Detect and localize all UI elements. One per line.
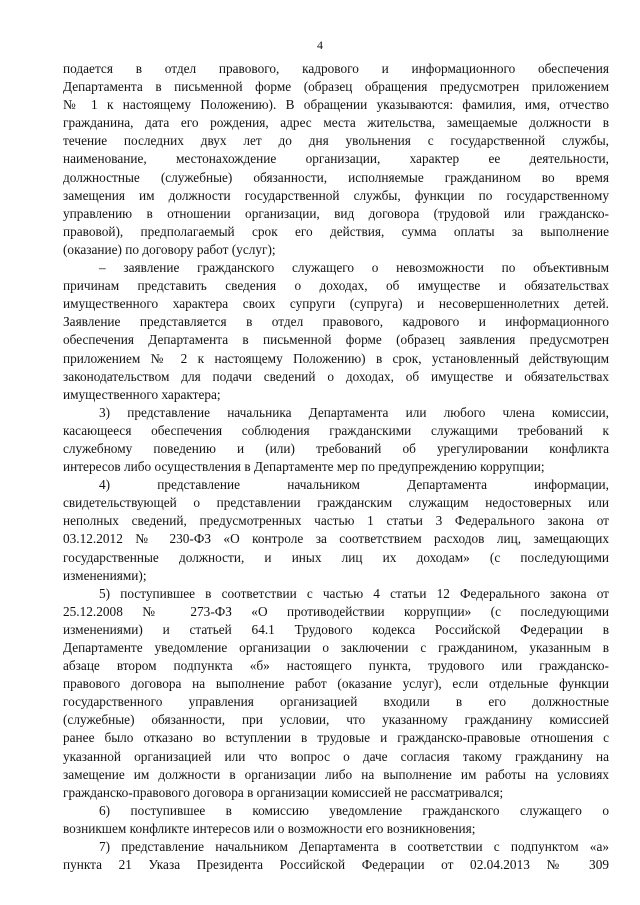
text-line: законодательством для подачи сведений о доходах, об имуществе и обязательствах bbox=[63, 368, 609, 384]
text-line: гражданско-правового договора в организации комиссией не рассматривался; bbox=[63, 784, 504, 800]
text-line: правового договора на выполнение работ (оказание услуг), если отдельные функции bbox=[63, 676, 609, 692]
text-line: государственные должности, и иных лиц их доходам» (с последующими bbox=[63, 549, 609, 565]
text-line: ранее было отказано во вступлении в трудовые и гражданско-правовые отношения с bbox=[63, 730, 609, 746]
text-line: замещение им должности в организации либо на выполнение им работы на условиях bbox=[63, 766, 609, 782]
text-line: 4) представление начальником Департамента информации, bbox=[99, 477, 609, 493]
text-line: пункта 21 Указа Президента Российской Федерации от 02.04.2013 № 309 bbox=[63, 857, 609, 873]
text-line: свидетельствующей о представлении гражданским служащим недостоверных или bbox=[63, 495, 609, 511]
text-line: указанной организацией или что вопрос о даче согласия такому гражданину на bbox=[63, 748, 609, 764]
text-line: – заявление гражданского служащего о невозможности по объективным bbox=[99, 260, 609, 276]
text-line: возникшем конфликте интересов или о возможности его возникновения; bbox=[63, 820, 476, 836]
text-line: 3) представление начальника Департамента или любого члена комиссии, bbox=[99, 404, 609, 420]
text-line: № 1 к настоящему Положению). В обращении указываются: фамилия, имя, отчество bbox=[63, 97, 609, 113]
text-line: Заявление представляется в отдел правового, кадрового и информационного bbox=[63, 314, 609, 330]
text-line: касающееся обеспечения соблюдения гражданскими служащими требований к bbox=[63, 422, 609, 438]
text-line: замещения им должности государственной службы, функции по государственному bbox=[63, 187, 609, 203]
text-line: (оказание) по договору работ (услуг); bbox=[63, 241, 276, 257]
text-line: подается в отдел правового, кадрового и информационного обеспечения bbox=[63, 61, 609, 76]
text-line: изменениями); bbox=[63, 567, 147, 583]
text-line: обеспечения Департамента в письменной форме (образец заявления предусмотрен bbox=[63, 332, 609, 348]
page-number: 4 bbox=[317, 38, 323, 52]
text-line: имущественного характера своих супруги (супруга) и несовершеннолетних детей. bbox=[63, 296, 609, 312]
text-line: 5) поступившее в соответствии с частью 4 статьи 12 Федерального закона от bbox=[99, 585, 609, 601]
text-line: служебному поведению и (или) требований об урегулировании конфликта bbox=[63, 440, 609, 456]
text-line: Департамента в письменной форме (образец обращения предусмотрен приложением bbox=[63, 79, 609, 95]
text-line: правовой), предполагаемый срок его действия, сумма оплаты за выполнение bbox=[63, 223, 609, 239]
text-line: имущественного характера; bbox=[63, 386, 221, 402]
text-line: течение последних двух лет до дня увольнения с государственной службы, bbox=[63, 133, 609, 149]
text-line: государственного управления организацией входили в его должностные bbox=[63, 694, 609, 710]
text-line: неполных сведений, предусмотренных частью 1 статьи 3 Федерального закона от bbox=[63, 513, 609, 529]
text-line: 6) поступившее в комиссию уведомление гражданского служащего о bbox=[99, 802, 609, 818]
text-line: абзаце втором подпункта «б» настоящего пункта, трудового или гражданско- bbox=[63, 658, 609, 674]
text-line: изменениями) и статьей 64.1 Трудового кодекса Российской Федерации в bbox=[63, 621, 609, 637]
text-line: Департаменте уведомление организации о заключении с гражданином, указанным в bbox=[63, 640, 609, 655]
text-line: (служебные) обязанности, при условии, что указанному гражданину комиссией bbox=[63, 712, 609, 728]
text-line: 7) представление начальником Департамента в соответствии с подпунктом «а» bbox=[99, 839, 609, 855]
text-line: наименование, местонахождение организации, характер ее деятельности, bbox=[63, 151, 609, 167]
text-line: причинам представить сведения о доходах, об имуществе и обязательствах bbox=[63, 278, 609, 294]
text-line: приложением № 2 к настоящему Положению) в срок, установленный действующим bbox=[63, 350, 609, 366]
text-line: управлению в отношении организации, вид договора (трудовой или гражданско- bbox=[63, 205, 609, 221]
text-line: должностные (служебные) обязанности, исполняемые гражданином во время bbox=[63, 169, 609, 185]
text-line: 25.12.2008 № 273-ФЗ «О противодействии коррупции» (с последующими bbox=[63, 603, 609, 619]
text-line: гражданина, дата его рождения, адрес места жительства, замещаемые должности в bbox=[63, 115, 609, 131]
text-line: интересов либо осуществления в Департаменте мер по предупреждению коррупции; bbox=[63, 459, 545, 475]
document-body bbox=[63, 60, 609, 874]
text-line: 03.12.2012 № 230-ФЗ «О контроле за соответствием расходов лиц, замещающих bbox=[63, 531, 609, 547]
